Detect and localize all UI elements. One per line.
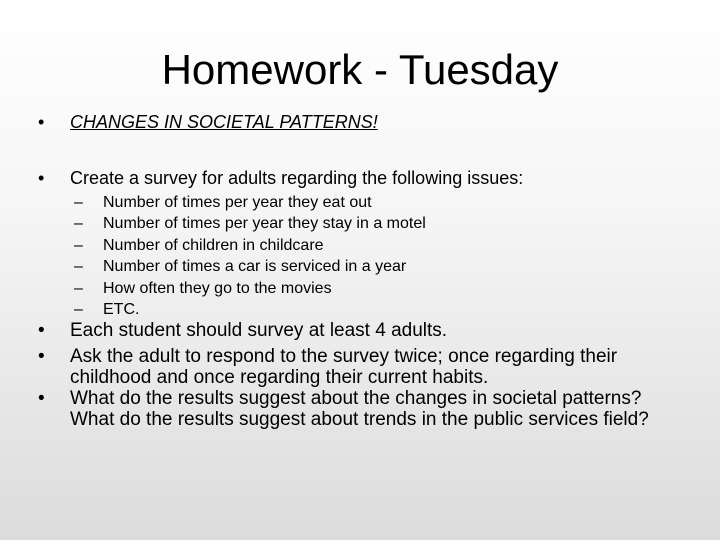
bullet-survey-adults: [38, 320, 690, 341]
list-item: [74, 192, 426, 213]
survey-issues-list: [74, 192, 426, 320]
bullet-text: Each student should survey at least 4 adults.: [70, 320, 448, 341]
list-item-text: Number of children in childcare: [103, 236, 324, 254]
list-item-text: Number of times per year they eat out: [103, 194, 372, 211]
dash-marker: –: [74, 301, 83, 319]
dash-marker: –: [74, 279, 83, 297]
dash-marker: –: [74, 194, 83, 211]
bullet-text: Create a survey for adults regarding the following issues:: [70, 168, 524, 188]
bullet-results-question: [38, 388, 690, 430]
bullet-marker: •: [38, 346, 45, 367]
bullet-respond-twice: [38, 346, 690, 388]
list-item: [74, 299, 426, 320]
bullet-marker: •: [38, 168, 45, 188]
bullet-create-survey: [38, 168, 690, 189]
list-item-text: How often they go to the movies: [103, 279, 332, 297]
dash-marker: –: [74, 236, 83, 254]
list-item: [74, 256, 426, 277]
list-item: [74, 213, 426, 234]
list-item-text: ETC.: [103, 301, 140, 319]
dash-marker: –: [74, 215, 83, 233]
bullet-text: CHANGES IN SOCIETAL PATTERNS!: [70, 112, 378, 132]
dash-marker: –: [74, 258, 83, 276]
list-item-text: Number of times a car is serviced in a year: [103, 258, 407, 276]
bullet-marker: •: [38, 112, 45, 132]
bullet-changes-heading: [38, 112, 690, 133]
list-item: [74, 278, 426, 299]
bullet-marker: •: [38, 320, 45, 341]
slide-title: Homework - Tuesday: [161, 46, 559, 93]
list-item-text: Number of times per year they stay in a motel: [103, 215, 426, 233]
bullet-text: Ask the adult to respond to the survey twice; once regarding their childhood and once regarding their current habits.: [70, 346, 618, 388]
list-item: [74, 235, 426, 256]
bullet-text: What do the results suggest about the changes in societal patterns? What do the results suggest about trends in the public services field?: [70, 388, 649, 430]
bullet-marker: •: [38, 388, 45, 409]
